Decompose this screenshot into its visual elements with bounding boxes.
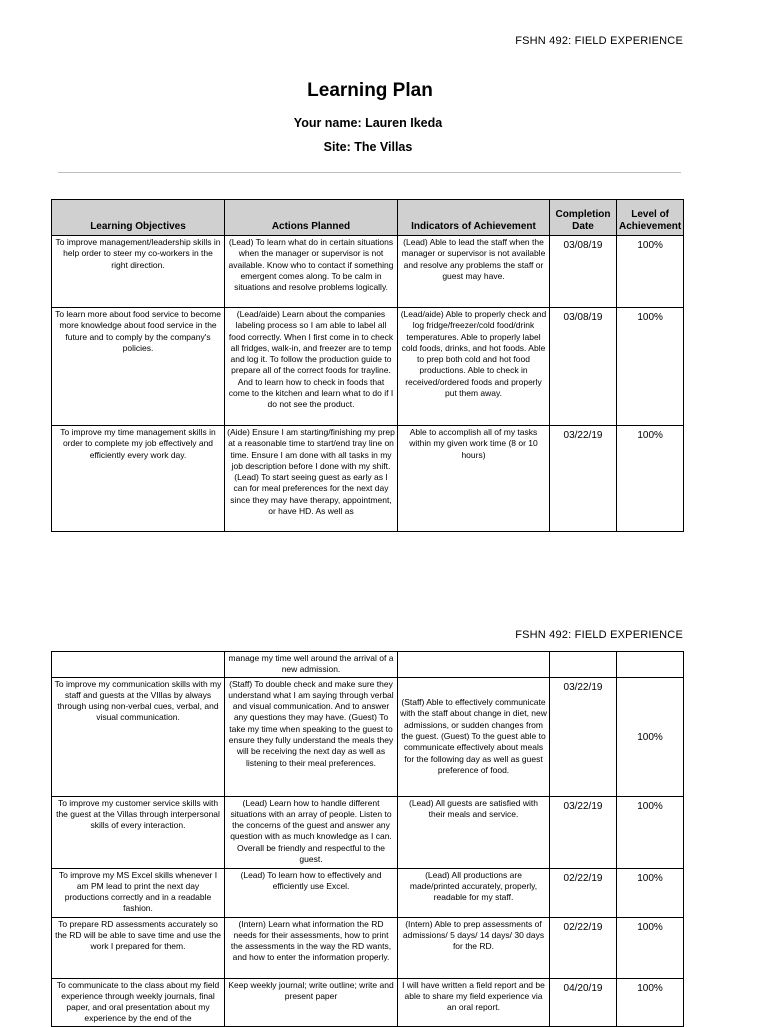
indicators-cell: Able to accomplish all of my tasks within my given work time (8 or 10 hours) bbox=[398, 426, 550, 532]
level-cell: 100% bbox=[617, 917, 684, 978]
indicators-cell: (Lead) All productions are made/printed accurately, properly, readable for my staff. bbox=[398, 868, 550, 917]
objective-cell: To improve management/leadership skills in help order to steer my co-workers in the right direction. bbox=[52, 236, 225, 308]
table-row bbox=[52, 426, 684, 532]
date-cell: 03/22/19 bbox=[550, 426, 617, 532]
header-completion-date: Completion Date bbox=[550, 200, 617, 236]
level-cell: 100% bbox=[617, 677, 684, 796]
actions-cell: manage my time well around the arrival of a new admission. bbox=[225, 652, 398, 678]
date-cell bbox=[550, 652, 617, 678]
date-cell: 03/22/19 bbox=[550, 677, 617, 796]
table-row bbox=[52, 868, 684, 917]
page-title: Learning Plan bbox=[307, 80, 433, 101]
objective-cell: To improve my MS Excel skills whenever I am PM lead to print the next day productions correctly and in a readable fashion. bbox=[52, 868, 225, 917]
header-indicators: Indicators of Achievement bbox=[398, 200, 550, 236]
indicators-cell: (Lead) All guests are satisfied with their meals and service. bbox=[398, 796, 550, 868]
date-cell: 02/22/19 bbox=[550, 868, 617, 917]
table-row bbox=[52, 978, 684, 1026]
title-divider bbox=[58, 172, 681, 173]
page-header-course-2: FSHN 492: FIELD EXPERIENCE bbox=[515, 629, 683, 641]
actions-cell: Keep weekly journal; write outline; write and present paper bbox=[225, 978, 398, 1026]
indicators-cell: (Intern) Able to prep assessments of admissions/ 5 days/ 14 days/ 30 days for the RD. bbox=[398, 917, 550, 978]
table-header-row bbox=[52, 200, 684, 236]
level-cell: 100% bbox=[617, 236, 684, 308]
page-header-course: FSHN 492: FIELD EXPERIENCE bbox=[515, 35, 683, 47]
actions-cell: (Lead) Learn how to handle different situations with an array of people. Listen to the concerns of the guest and answer any question with as much knowledge as I can. Overall be friendly and respectful to the guest. bbox=[225, 796, 398, 868]
table-row bbox=[52, 652, 684, 678]
header-level: Level of Achievement bbox=[617, 200, 684, 236]
date-cell: 03/22/19 bbox=[550, 796, 617, 868]
objective-cell: To communicate to the class about my field experience through weekly journals, final paper, and oral presentation about my experience by the end of the bbox=[52, 978, 225, 1026]
date-cell: 04/20/19 bbox=[550, 978, 617, 1026]
student-name-line: Your name: Lauren Ikeda bbox=[293, 116, 443, 130]
level-cell bbox=[617, 652, 684, 678]
table-row bbox=[52, 917, 684, 978]
actions-cell: (Lead/aide) Learn about the companies labeling process so I am able to label all food correctly. When I first come in to check all fridges, walk-in, and freezer are to temp and log it. To follow the production guide to prepare all of the correct foods for trayline. And to learn how to check in foods that come to the kitchen and learn what to do if I do not see the product. bbox=[225, 308, 398, 426]
objective-cell: To improve my customer service skills with the guest at the Villas through interpersonal skills of every interaction. bbox=[52, 796, 225, 868]
actions-cell: (Intern) Learn what information the RD needs for their assessments, how to print the assessments in the way the RD wants, and how to enter the information properly. bbox=[225, 917, 398, 978]
level-cell: 100% bbox=[617, 978, 684, 1026]
objective-cell: To prepare RD assessments accurately so the RD will be able to save time and use the work I prepared for them. bbox=[52, 917, 225, 978]
date-cell: 03/08/19 bbox=[550, 308, 617, 426]
level-cell: 100% bbox=[617, 796, 684, 868]
objective-cell bbox=[52, 652, 225, 678]
indicators-cell: (Lead/aide) Able to properly check and log fridge/freezer/cold food/drink temperatures. Able to properly label cold foods, drinks, and hot foods. Able to prep both cold and hot food productions. Able to check in received/ordered foods and properly put them away. bbox=[398, 308, 550, 426]
table-row bbox=[52, 677, 684, 796]
date-cell: 02/22/19 bbox=[550, 917, 617, 978]
actions-cell: (Lead) To learn how to effectively and efficiently use Excel. bbox=[225, 868, 398, 917]
objective-cell: To learn more about food service to become more knowledge about food service in the future and to comply by the company's policies. bbox=[52, 308, 225, 426]
date-cell: 03/08/19 bbox=[550, 236, 617, 308]
table-row bbox=[52, 796, 684, 868]
objective-cell: To improve my communication skills with my staff and guests at the VIllas by always through using non-verbal cues, verbal, and visual communication. bbox=[52, 677, 225, 796]
actions-cell: (Lead) To learn what do in certain situations when the manager or supervisor is not available. Know who to contact if something emergent comes along. To be calm in situations and resolve problems logically. bbox=[225, 236, 398, 308]
indicators-cell: (Staff) Able to effectively communicate with the staff about change in diet, new admissions, or sudden changes from the guest. (Guest) To the guest able to communicate effectively about meals for the following day as well as guest preference of food. bbox=[398, 677, 550, 796]
learning-plan-table-page-2 bbox=[51, 651, 684, 1027]
indicators-cell bbox=[398, 652, 550, 678]
indicators-cell: I will have written a field report and be able to share my field experience via an oral report. bbox=[398, 978, 550, 1026]
header-actions-planned: Actions Planned bbox=[225, 200, 398, 236]
table-row bbox=[52, 236, 684, 308]
level-cell: 100% bbox=[617, 308, 684, 426]
site-line: Site: The Villas bbox=[323, 140, 413, 154]
level-cell: 100% bbox=[617, 868, 684, 917]
actions-cell: (Aide) Ensure I am starting/finishing my prep at a reasonable time to start/end tray line on time. Ensure I am done with all tasks in my job description before I done with my shift. (Lead) To start seeing guest as early as I can for meal preferences for the next day since they may have therapy, appointment, or have HD. As well as bbox=[225, 426, 398, 532]
table-row bbox=[52, 308, 684, 426]
level-cell: 100% bbox=[617, 426, 684, 532]
header-learning-objectives: Learning Objectives bbox=[52, 200, 225, 236]
actions-cell: (Staff) To double check and make sure they understand what I am saying through verbal and visual communication. And to answer any questions they may have. (Guest) To take my time when speaking to the guest to ensure they fully understand the meals they will be receiving the next day as well as listening to their meal preferences. bbox=[225, 677, 398, 796]
objective-cell: To improve my time management skills in order to complete my job effectively and efficiently every work day. bbox=[52, 426, 225, 532]
learning-plan-table-page-1 bbox=[51, 199, 684, 532]
indicators-cell: (Lead) Able to lead the staff when the manager or supervisor is not available and resolve any problems the staff or guest may have. bbox=[398, 236, 550, 308]
